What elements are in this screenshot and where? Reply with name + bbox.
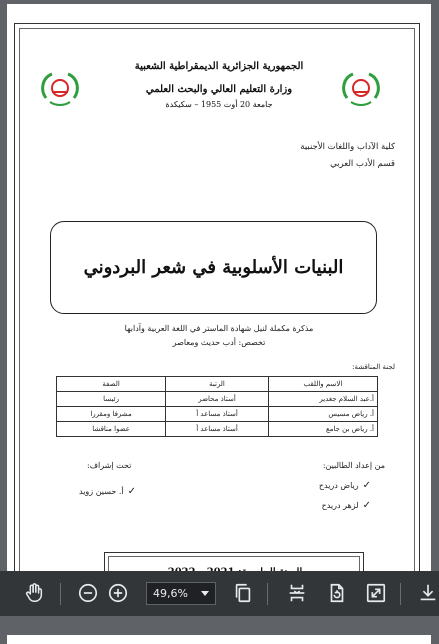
jury-rank: أستاذ مساعد أ <box>166 407 269 422</box>
toolbar-divider <box>267 583 268 605</box>
check-icon: ✓ <box>127 486 136 497</box>
supervision-label: تحت إشراف: <box>87 461 132 470</box>
jury-rank: أستاذ مساعد أ <box>166 422 269 437</box>
ministry-heading: وزارة التعليم العالي والبحث العلمي <box>145 84 293 95</box>
table-row <box>57 392 378 407</box>
page-inner-border <box>19 28 415 618</box>
copy-pages-icon[interactable] <box>229 579 257 607</box>
check-icon: ✓ <box>362 480 371 491</box>
header-role: الصفة <box>57 377 166 392</box>
chevron-down-icon <box>201 591 209 596</box>
download-icon[interactable] <box>414 579 439 607</box>
supervisor-name: ✓أ. حسين زويد <box>79 486 136 497</box>
toolbar-divider <box>400 583 401 605</box>
table-header-row <box>57 377 378 392</box>
jury-name: أ. رياض بن جامع <box>268 422 377 437</box>
hand-tool-icon[interactable] <box>20 579 48 607</box>
jury-name: أ.عبد السلام جغدير <box>268 392 377 407</box>
pdf-toolbar <box>0 571 439 616</box>
student-2: ✓لزهر دريدح <box>321 500 371 511</box>
rotate-icon[interactable] <box>323 579 351 607</box>
jury-name: أ. رياض مسيس <box>268 407 377 422</box>
students-label: من إعداد الطالبين: <box>322 461 385 470</box>
viewer-background-strip <box>0 616 439 635</box>
header-rank: الرتبة <box>166 377 269 392</box>
table-row <box>57 407 378 422</box>
zoom-out-icon[interactable] <box>74 579 102 607</box>
student-1: ✓رياض دريدح <box>318 480 371 491</box>
republic-heading: الجمهورية الجزائرية الديمقراطية الشعبية <box>134 61 304 72</box>
university-heading: جامعة 20 أوت 1955 – سكيكدة <box>165 100 273 109</box>
jury-label: لجنة المناقشة: <box>352 363 395 371</box>
department-label: قسم الأدب العربي <box>330 159 395 169</box>
toolbar-divider <box>60 583 61 605</box>
university-logo-left <box>36 68 84 108</box>
thesis-title: البنيات الأسلوبية في شعر البردوني <box>83 257 344 278</box>
zoom-value: 49,6% <box>153 587 188 600</box>
fullscreen-icon[interactable] <box>362 579 390 607</box>
jury-role: عضوا مناقشا <box>57 422 166 437</box>
zoom-select[interactable] <box>146 582 216 605</box>
table-row <box>57 422 378 437</box>
check-icon: ✓ <box>362 500 371 511</box>
jury-role: رئيسا <box>57 392 166 407</box>
zoom-in-icon[interactable] <box>104 579 132 607</box>
page-border <box>14 23 420 623</box>
memo-line: مذكرة مكملة لنيل شهادة الماستر في اللغة العربية وآدابها <box>124 324 314 333</box>
header-name: الاسم واللقب <box>268 377 377 392</box>
specialty-line: تخصص: أدب حديث ومعاصر <box>172 338 266 347</box>
title-box <box>50 221 377 314</box>
jury-rank: أستاذ محاضر <box>166 392 269 407</box>
jury-role: مشرفا ومقررا <box>57 407 166 422</box>
university-logo-right <box>337 68 385 108</box>
pdf-page <box>7 4 431 644</box>
page-fit-icon[interactable] <box>283 579 311 607</box>
jury-table <box>56 376 378 437</box>
faculty-label: كلية الآداب واللغات الأجنبية <box>300 142 395 152</box>
